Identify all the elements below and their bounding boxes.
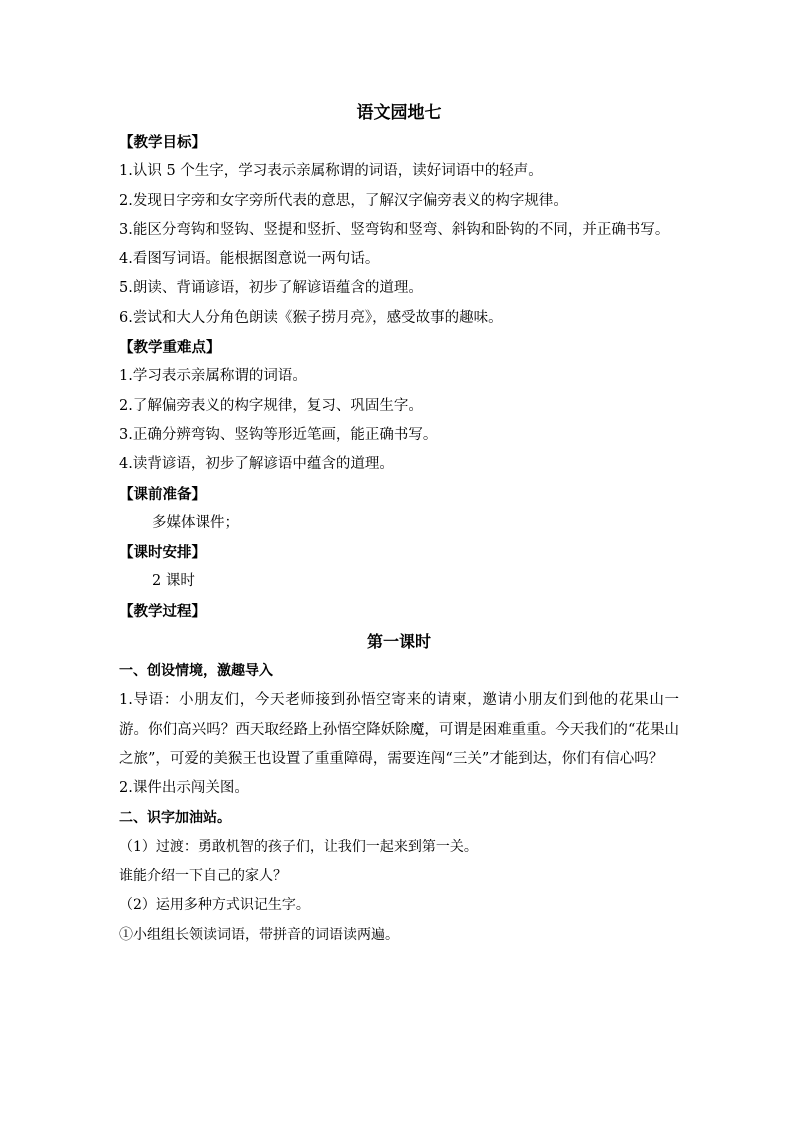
part2-item: （1）过渡：勇敢机智的孩子们，让我们一起来到第一关。 xyxy=(119,838,478,855)
schedule-text: 2 课时 xyxy=(152,573,195,590)
goal-item: 6.尝试和大人分角色朗读《猴子捞月亮》，感受故事的趣味。 xyxy=(119,309,503,326)
lesson1-title: 第一课时 xyxy=(366,632,431,652)
key-point-item: 1.学习表示亲属称谓的词语。 xyxy=(119,368,307,385)
part2-item: ①小组组长领读词语，带拼音的词语读两遍。 xyxy=(119,926,399,943)
key-point-item: 3.正确分辨弯钩、竖钩等形近笔画，能正确书写。 xyxy=(119,426,438,443)
part2-item: （2）运用多种方式识记生字。 xyxy=(119,897,310,914)
part1-paragraph: 2.课件出示闯关图。 xyxy=(119,780,249,797)
part1-paragraph: 1.导语：小朋友们，今天老师接到孙悟空寄来的请柬，邀请小朋友们到他的花果山一游。你们高兴吗？西天取经路上孙悟空降妖除魔，可谓是困难重重。今天我们的“花果山之旅”，可爱的美猴王也设置了重重障碍，需要连闯“三关”才能到达，你们有信心吗？ xyxy=(119,692,679,767)
process-heading: 【教学过程】 xyxy=(119,602,206,620)
goal-item: 1.认识 5 个生字，学习表示亲属称谓的词语，读好词语中的轻声。 xyxy=(119,163,543,180)
prep-heading: 【课前准备】 xyxy=(119,485,206,503)
document-body xyxy=(119,98,679,950)
part2-item: 谁能介绍一下自己的家人？ xyxy=(119,868,287,885)
prep-text: 多媒体课件； xyxy=(152,514,239,531)
key-point-item: 4.读背谚语，初步了解谚语中蕴含的道理。 xyxy=(119,456,394,473)
goals-heading: 【教学目标】 xyxy=(119,134,206,151)
goal-item: 3.能区分弯钩和竖钩、竖提和竖折、竖弯钩和竖弯、斜钩和卧钩的不同，并正确书写。 xyxy=(119,221,670,238)
goal-item: 2.发现日字旁和女字旁所代表的意思，了解汉字偏旁表义的构字规律。 xyxy=(119,192,568,209)
part1-heading: 一、创设情境，激趣导入 xyxy=(119,663,273,680)
goal-item: 5.朗读、背诵谚语，初步了解谚语蕴含的道理。 xyxy=(119,280,423,297)
document-title: 语文园地七 xyxy=(356,103,442,123)
key-point-item: 2.了解偏旁表义的构字规律，复习、巩固生字。 xyxy=(119,397,423,414)
goal-item: 4.看图写词语。能根据图意说一两句话。 xyxy=(119,251,380,268)
key-points-heading: 【教学重难点】 xyxy=(119,339,221,357)
schedule-heading: 【课时安排】 xyxy=(119,544,206,562)
part2-heading: 二、识字加油站。 xyxy=(119,809,231,826)
